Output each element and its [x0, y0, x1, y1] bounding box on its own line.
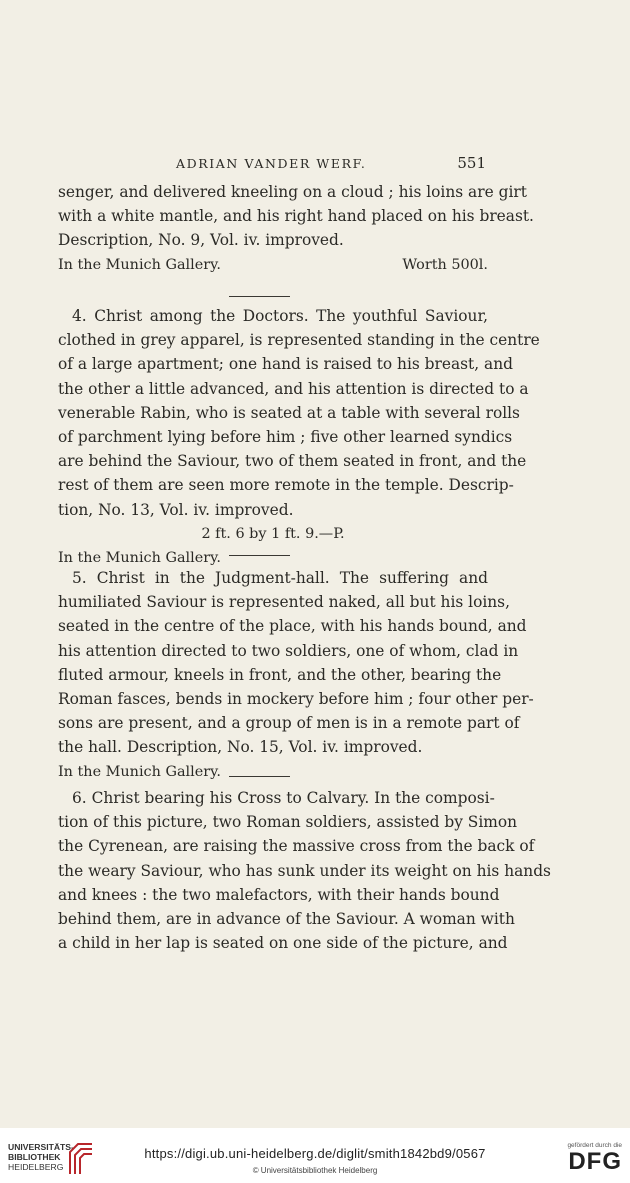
text-line: fluted armour, kneels in front, and the other, bearing the [58, 665, 502, 684]
dfg-logo: DFG [568, 1148, 622, 1175]
text-line: and knees : the two malefactors, with their hands bound [58, 885, 500, 904]
text-line: the Cyrenean, are raising the massive cross from the back of [58, 837, 535, 856]
text-line: Roman fasces, bends in mockery before him ; four other per- [58, 690, 534, 709]
gallery-location: In the Munich Gallery. [58, 550, 221, 567]
running-title: ADRIAN VANDER WERF. [176, 156, 367, 171]
entry-christ-among-doctors [58, 304, 540, 570]
text-line: his attention directed to two soldiers, one of whom, clad in [58, 641, 519, 660]
copyright-notice: © Universitätsbibliothek Heidelberg [252, 1166, 378, 1175]
text-line: venerable Rabin, who is seated at a table with several rolls [58, 403, 520, 422]
text-line: tion of this picture, two Roman soldiers, assisted by Simon [58, 813, 518, 832]
text-line: 5. Christ in the Judgment-hall. The suffering and [72, 569, 488, 587]
page-header [60, 156, 486, 176]
text-line: the other a little advanced, and his attention is directed to a [58, 379, 529, 398]
page-number: 551 [457, 154, 486, 172]
library-footer [0, 1128, 630, 1183]
entry-christ-judgment-hall [58, 566, 534, 784]
text-line: with a white mantle, and his right hand placed on his breast. [58, 207, 534, 226]
text-line: the weary Saviour, who has sunk under its weight on his hands [58, 861, 551, 880]
text-line: seated in the centre of the place, with his hands bound, and [58, 617, 527, 636]
text-line: of parchment lying before him ; five other learned syndics [58, 428, 513, 447]
gallery-location: In the Munich Gallery. [58, 256, 221, 273]
text-line: are behind the Saviour, two of them seated in front, and the [58, 452, 527, 471]
painting-dimensions: 2 ft. 6 by 1 ft. 9.—P. [201, 525, 345, 542]
text-line: sons are present, and a group of men is in a remote part of [58, 714, 520, 733]
text-line: tion, No. 13, Vol. iv. improved. [58, 500, 294, 519]
funder-logo[interactable] [552, 1142, 622, 1180]
section-divider [229, 555, 290, 556]
permalink-url[interactable]: https://digi.ub.uni-heidelberg.de/diglit/smith1842bd9/0567 [144, 1146, 486, 1161]
text-line: a child in her lap is seated on one side of the picture, and [58, 934, 508, 953]
text-line: of a large apartment; one hand is raised to his breast, and [58, 355, 513, 374]
text-line: Description, No. 9, Vol. iv. improved. [58, 231, 344, 250]
section-divider [229, 776, 290, 777]
text-line: 6. Christ bearing his Cross to Calvary. In the composi- [72, 789, 495, 807]
paragraph-continued [58, 180, 534, 277]
library-logo-text: UNIVERSITÄTS- BIBLIOTHEK HEIDELBERG [8, 1142, 74, 1172]
text-line: the hall. Description, No. 15, Vol. iv. improved. [58, 738, 423, 757]
entry-christ-bearing-cross [58, 786, 551, 955]
text-line: clothed in grey apparel, is represented standing in the centre [58, 331, 540, 350]
text-line: behind them, are in advance of the Saviour. A woman with [58, 910, 515, 929]
funder-caption: gefördert durch die [567, 1142, 622, 1149]
text-line: senger, and delivered kneeling on a cloud ; his loins are girt [58, 183, 527, 201]
worth-value: Worth 500l. [402, 256, 488, 273]
section-divider [229, 296, 290, 297]
location-worth-line [58, 253, 488, 277]
text-line: rest of them are seen more remote in the temple. Descrip- [58, 476, 514, 495]
gallery-location: In the Munich Gallery. [58, 763, 221, 780]
text-line: humiliated Saviour is represented naked, all but his loins, [58, 593, 510, 612]
text-line: 4. Christ among the Doctors. The youthful Saviour, [72, 307, 488, 325]
